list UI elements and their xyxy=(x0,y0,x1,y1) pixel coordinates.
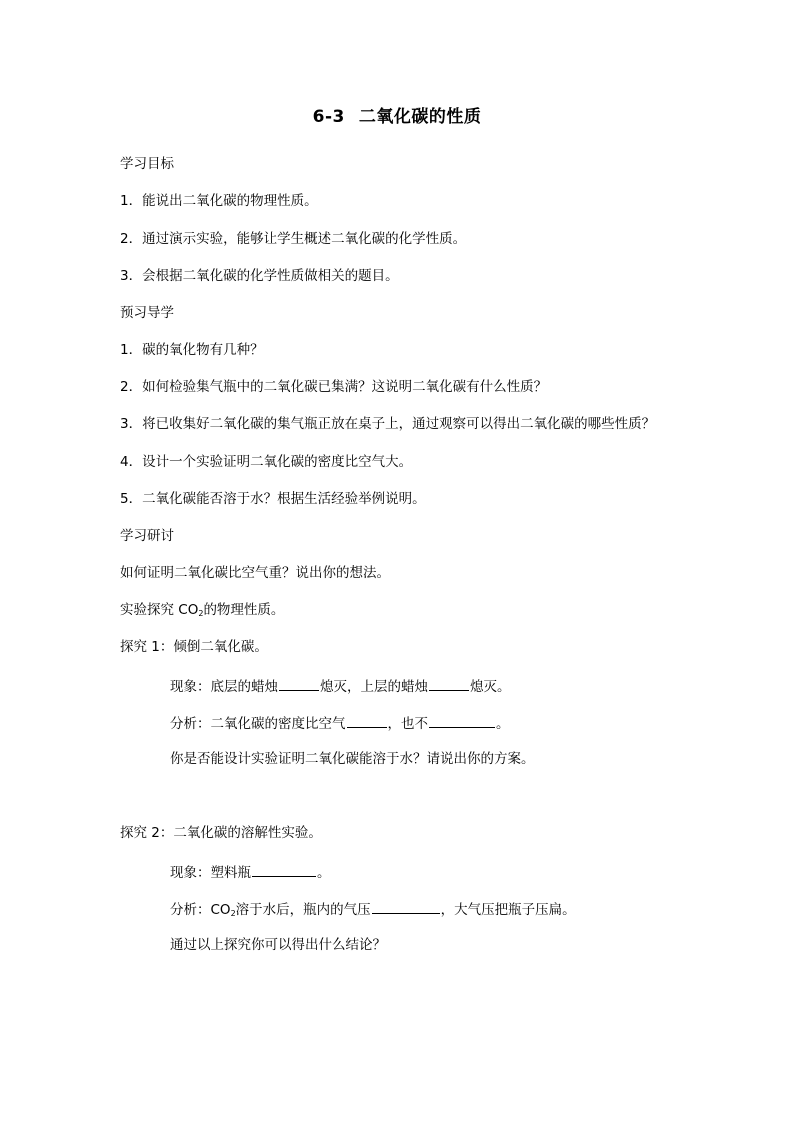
fill-blank[interactable] xyxy=(429,676,469,691)
goal-item-2: 2．通过演示实验，能够让学生概述二氧化碳的化学性质。 xyxy=(120,231,467,247)
study-question: 如何证明二氧化碳比空气重？说出你的想法。 xyxy=(120,565,390,581)
goal-item-1: 1．能说出二氧化碳的物理性质。 xyxy=(120,193,318,209)
explore1-heading: 探究 1：倾倒二氧化碳。 xyxy=(120,639,268,655)
preview-item-5: 5．二氧化碳能否溶于水？根据生活经验举例说明。 xyxy=(120,491,426,507)
page-title xyxy=(0,105,794,129)
preview-heading: 预习导学 xyxy=(120,305,174,321)
fill-blank[interactable] xyxy=(347,713,387,728)
goals-heading: 学习目标 xyxy=(120,156,174,172)
title-text: 二氧化碳的性质 xyxy=(358,107,482,127)
preview-item-4: 4．设计一个实验证明二氧化碳的密度比空气大。 xyxy=(120,454,413,470)
explore1-phenomenon: 现象：底层的蜡烛 熄灭，上层的蜡烛 熄灭。 xyxy=(170,676,511,696)
fill-blank[interactable] xyxy=(429,713,495,728)
study-heading: 学习研讨 xyxy=(120,528,174,544)
explore1-analysis: 分析：二氧化碳的密度比空气 ，也不 。 xyxy=(170,713,510,733)
title-number: 6-3 xyxy=(312,107,345,127)
fill-blank[interactable] xyxy=(252,862,316,877)
preview-item-1: 1．碳的氧化物有几种？ xyxy=(120,342,264,358)
preview-item-2: 2．如何检验集气瓶中的二氧化碳已集满？这说明二氧化碳有什么性质？ xyxy=(120,379,548,395)
experiment-line: 实验探究 $CO_2$的物理性质。 xyxy=(120,602,285,618)
explore2-phenomenon: 现象：塑料瓶 。 xyxy=(170,862,331,882)
goal-item-3: 3．会根据二氧化碳的化学性质做相关的题目。 xyxy=(120,268,399,284)
explore1-design: 你是否能设计实验证明二氧化碳能溶于水？请说出你的方案。 xyxy=(170,751,535,767)
explore2-conclusion: 通过以上探究你可以得出什么结论？ xyxy=(170,937,386,953)
preview-item-3: 3．将已收集好二氧化碳的集气瓶正放在桌子上，通过观察可以得出二氧化碳的哪些性质？ xyxy=(120,416,656,432)
explore2-analysis: 分析：$CO_2$溶于水后，瓶内的气压 ，大气压把瓶子压扁。 xyxy=(170,899,576,923)
fill-blank[interactable] xyxy=(279,676,319,691)
fill-blank[interactable] xyxy=(372,899,440,914)
explore2-heading: 探究 2：二氧化碳的溶解性实验。 xyxy=(120,825,322,841)
